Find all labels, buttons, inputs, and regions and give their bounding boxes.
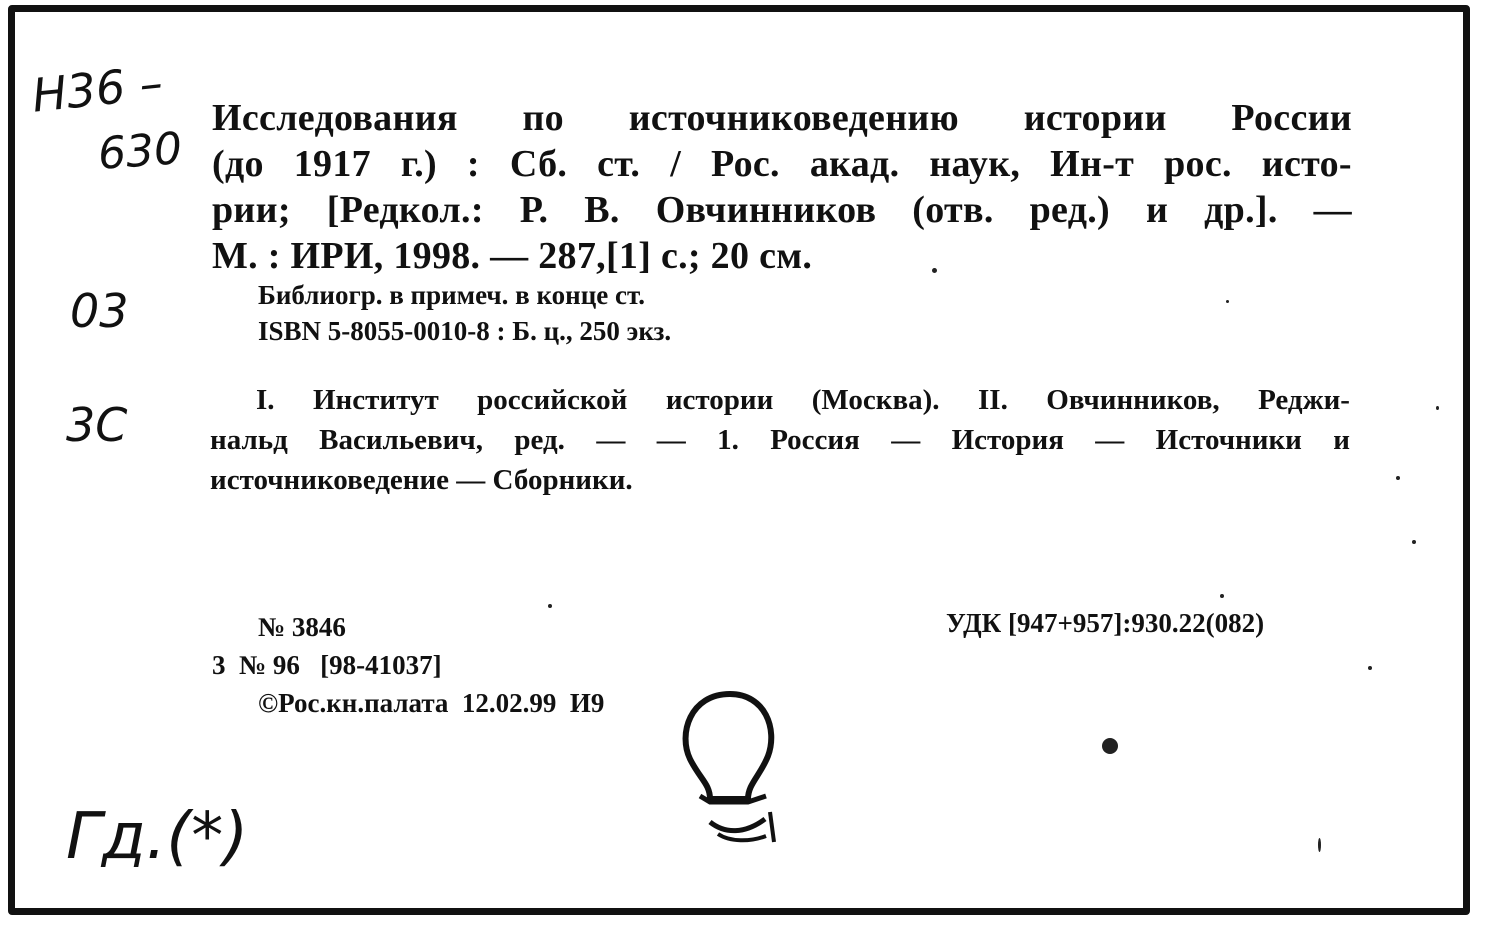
tracing-word: История	[951, 424, 1064, 456]
tracing-word: (Москва).	[811, 384, 940, 416]
title-word: г.)	[400, 143, 437, 185]
tracing-word: Реджи-	[1258, 384, 1350, 416]
tracing-word: —	[891, 424, 921, 456]
handwritten-call-number-bottom: 630	[96, 123, 184, 180]
tracings-line-3	[210, 464, 1350, 504]
tracing-word: —	[596, 424, 626, 456]
copyright-line: ©Рос.кн.палата 12.02.99 И9	[258, 688, 605, 718]
title-word: Сб.	[509, 143, 568, 185]
title-word: наук,	[929, 143, 1021, 185]
tracings-line-2	[210, 424, 1350, 464]
tracing-word: Овчинников,	[1046, 384, 1220, 416]
title-block	[212, 96, 1352, 280]
title-line-2	[212, 142, 1352, 188]
tracing-word: Васильевич,	[319, 424, 484, 456]
title-word: России	[1231, 97, 1352, 139]
handwritten-code-gd: Гд.(*)	[66, 800, 249, 874]
tracing-word: Институт	[313, 384, 439, 416]
title-word: др.].	[1204, 189, 1278, 231]
title-word: Исследования	[212, 97, 458, 139]
title-line-1	[212, 96, 1352, 142]
tracing-word: ред.	[514, 424, 565, 456]
speck	[1318, 838, 1321, 852]
title-word: Ин-т	[1050, 143, 1135, 185]
title-word: /	[670, 143, 682, 185]
tracing-word: источниковедение — Сборники.	[210, 464, 633, 496]
handwritten-call-number-top: Н36 –	[29, 55, 166, 123]
title-word: Овчинников	[655, 189, 877, 231]
title-line-3	[212, 188, 1352, 234]
tracings-block	[210, 384, 1350, 504]
title-word: ст.	[597, 143, 641, 185]
record-number: № 3846	[258, 612, 346, 642]
title-line-4	[212, 234, 1352, 280]
tracing-word: —	[656, 424, 686, 456]
title-word: источниковедению	[628, 97, 959, 139]
title-word: 1917	[293, 143, 371, 185]
handwritten-code-3c: 3С	[66, 398, 128, 452]
title-word: Рос.	[711, 143, 780, 185]
entry-line: 3 № 96 [98-41037]	[212, 650, 442, 680]
speck	[1368, 666, 1372, 670]
title-word: акад.	[809, 143, 900, 185]
title-word: истории	[1023, 97, 1167, 139]
handwritten-doodle-mark	[670, 684, 790, 864]
title-word: В.	[584, 189, 620, 231]
title-word: по	[522, 97, 564, 139]
tracing-word: 1.	[717, 424, 739, 456]
title-word: [Редкол.:	[326, 189, 484, 231]
bibliography-note: Библиогр. в примеч. в конце ст.	[258, 280, 645, 310]
tracing-word: Источники	[1155, 424, 1302, 456]
tracing-word: и	[1333, 424, 1350, 456]
isbn-line: ISBN 5-8055-0010-8 : Б. ц., 250 экз.	[258, 316, 672, 346]
title-word: (до	[212, 143, 264, 185]
speck	[1436, 406, 1439, 410]
tracings-line-1	[210, 384, 1350, 424]
speck	[932, 268, 937, 273]
tracing-word: Россия	[770, 424, 860, 456]
tracing-word: истории	[665, 384, 774, 416]
tracing-word: I.	[256, 384, 275, 416]
ink-dot	[1102, 738, 1118, 754]
speck	[1412, 540, 1416, 544]
tracing-word: II.	[978, 384, 1008, 416]
speck	[548, 604, 552, 608]
title-word: рос.	[1164, 143, 1232, 185]
tracing-word: —	[1095, 424, 1125, 456]
title-word: ред.)	[1029, 189, 1110, 231]
tracing-word: нальд	[210, 424, 288, 456]
speck	[1396, 476, 1400, 480]
title-word: —	[1313, 189, 1352, 231]
title-word: :	[466, 143, 480, 185]
title-word: Р.	[519, 189, 549, 231]
udc-classification: УДК [947+957]:930.22(082)	[946, 608, 1265, 638]
speck	[1220, 594, 1224, 598]
title-word: рии;	[212, 189, 291, 231]
title-word: (отв.	[912, 189, 994, 231]
tracing-word: российской	[477, 384, 628, 416]
speck	[1226, 300, 1229, 303]
title-word: М. : ИРИ, 1998. — 287,[1] с.; 20 см.	[212, 235, 813, 277]
title-word: и	[1145, 189, 1169, 231]
title-word: исто-	[1261, 143, 1352, 185]
handwritten-code-03: 03	[70, 284, 129, 338]
